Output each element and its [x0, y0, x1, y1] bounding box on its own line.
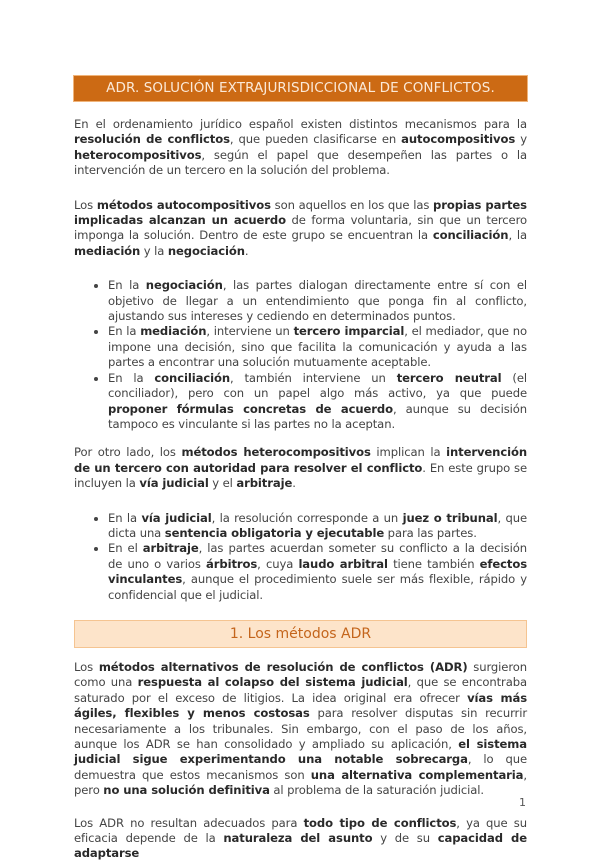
text-run: .: [292, 476, 296, 491]
bullet-list: [74, 511, 527, 603]
bold-text: métodos autocompositivos: [96, 197, 271, 212]
text-run: implican la: [370, 445, 447, 460]
bold-text: negociación: [167, 243, 245, 258]
text-run: , también interviene un: [229, 370, 397, 385]
text-run: , que dicta una: [108, 510, 528, 540]
bold-text: heterocompositivos: [74, 147, 202, 162]
text-run: , cuya: [257, 556, 299, 571]
bold-text: arbitraje: [236, 476, 293, 491]
bold-text: sentencia obligatoria y ejecutable: [164, 525, 385, 540]
text-run: , las partes dialogan directamente entre sí con el objetivo de llegar a un entendimiento que ponga fin al conflicto, ajustando sus intereses y cediendo en determinados puntos.: [108, 278, 527, 324]
bold-text: autocompositivos: [401, 132, 516, 147]
text-run: , lo que demuestra que estos mecanismos son: [74, 752, 527, 782]
text-run: (el conciliador), pero con un papel algo más activo, ya que puede: [108, 370, 527, 401]
bold-text: árbitros: [206, 556, 258, 571]
bold-text: vía judicial: [139, 476, 209, 491]
text-run: y de su: [372, 831, 438, 846]
list-item: [108, 278, 527, 324]
document-body: [74, 117, 527, 862]
bold-text: todo tipo de conflictos: [303, 815, 457, 830]
text-run: En el ordenamiento jurídico español existen distintos mecanismos para la: [74, 117, 527, 131]
text-run: tiene también: [387, 556, 480, 571]
text-run: , que se encontraba saturado por el exceso de litigios. La idea original era ofrecer: [74, 675, 527, 705]
text-run: y el: [208, 476, 237, 491]
bold-text: juez o tribunal: [402, 510, 498, 525]
bold-text: no una solución definitiva: [103, 783, 270, 798]
bold-text: respuesta al colapso del sistema judicial: [137, 675, 408, 690]
bold-text: mediación: [140, 324, 207, 339]
bold-text: tercero neutral: [396, 370, 502, 385]
bold-text: una alternativa complementaria: [310, 767, 524, 782]
bold-text: vía judicial: [141, 510, 212, 525]
bold-text: arbitraje: [142, 541, 199, 556]
bold-text: mediación: [74, 243, 141, 258]
text-run: En la: [108, 278, 146, 293]
list-item: [108, 541, 527, 603]
bold-text: intervención de un tercero con autoridad para resolver el conflicto: [74, 445, 527, 475]
document-page: [74, 76, 527, 862]
text-run: de forma voluntaria, sin que un tercero imponga la solución. Dentro de este grupo se encuentran la: [74, 213, 527, 243]
list-item: [108, 511, 527, 542]
text-run: Los ADR no resultan adecuados para: [74, 815, 304, 830]
bold-text: resolución de conflictos: [74, 132, 230, 147]
text-run: , aunque su decisión tampoco es vinculante si las partes no la aceptan.: [108, 401, 528, 431]
bold-text: capacidad de adaptarse: [74, 831, 527, 861]
bold-text: efectos vinculantes: [108, 556, 527, 587]
bold-text: tercero imparcial: [293, 324, 405, 339]
bold-text: negociación: [145, 278, 223, 293]
paragraph: [74, 117, 527, 179]
list-item: [108, 371, 527, 433]
text-run: y: [515, 132, 527, 147]
bold-text: propias partes implicadas alcanzan un acuerdo: [74, 197, 527, 228]
document-title: ADR. SOLUCIÓN EXTRAJURISDICCIONAL DE CONFLICTOS.: [74, 76, 527, 101]
bullet-list: [74, 278, 527, 432]
text-run: y la: [140, 243, 168, 258]
text-run: , la: [508, 228, 528, 243]
text-run: En la: [108, 370, 155, 385]
text-run: , las partes acuerdan someter su conflicto a la decisión de uno o varios: [108, 541, 527, 571]
paragraph: [74, 660, 527, 799]
bold-text: conciliación: [154, 370, 230, 385]
text-run: , según el papel que desempeñen las partes o la intervención de un tercero en la solución del problema.: [74, 147, 527, 178]
bold-text: naturaleza del asunto: [223, 831, 373, 846]
text-run: , la resolución corresponde a un: [211, 510, 403, 525]
list-item: [108, 324, 527, 370]
bold-text: proponer fórmulas concretas de acuerdo: [108, 401, 393, 416]
page-number: 1: [519, 796, 526, 809]
text-run: , el mediador, que no impone una decisión, sino que facilita la comunicación y ayuda a las partes a encontrar una solución mutuamente aceptable.: [108, 324, 527, 370]
bold-text: laudo arbitral: [298, 556, 388, 571]
text-run: En la: [108, 510, 142, 525]
text-run: Los: [74, 197, 97, 212]
bold-text: el sistema judicial sigue experimentando una notable sobrecarga: [74, 737, 527, 767]
text-run: En el: [108, 541, 143, 556]
text-run: para las partes.: [384, 525, 477, 540]
text-run: al problema de la saturación judicial.: [269, 783, 484, 798]
paragraph: [74, 445, 527, 491]
text-run: , ya que su eficacia depende de la: [74, 815, 527, 846]
text-run: surgieron como una: [74, 659, 527, 690]
text-run: Por otro lado, los: [74, 445, 182, 460]
text-run: .: [244, 243, 249, 258]
bold-text: conciliación: [432, 228, 509, 243]
text-run: son aquellos en los que las: [270, 197, 434, 212]
text-run: . En este grupo se incluyen la: [74, 460, 527, 491]
text-run: , aunque el procedimiento suele ser más flexible, rápido y confidencial que el judicial.: [108, 572, 527, 602]
bold-text: vías más ágiles, flexibles y menos costosas: [74, 690, 527, 721]
text-run: , que pueden clasificarse en: [229, 132, 402, 147]
bold-text: métodos alternativos de resolución de conflictos (ADR): [98, 659, 468, 674]
text-run: En la: [108, 324, 141, 339]
bold-text: métodos heterocompositivos: [181, 445, 371, 460]
text-run: para resolver disputas sin recurrir necesariamente a los tribunales. Sin embargo, con el paso de los años, aunque los ADR se han consolidado y ampliado su aplicación,: [74, 706, 527, 751]
text-run: Los: [74, 659, 99, 674]
text-run: , pero: [74, 767, 527, 798]
text-run: , interviene un: [206, 324, 294, 339]
paragraph: [74, 816, 527, 862]
section-heading: 1. Los métodos ADR: [74, 620, 527, 648]
paragraph: [74, 198, 527, 260]
